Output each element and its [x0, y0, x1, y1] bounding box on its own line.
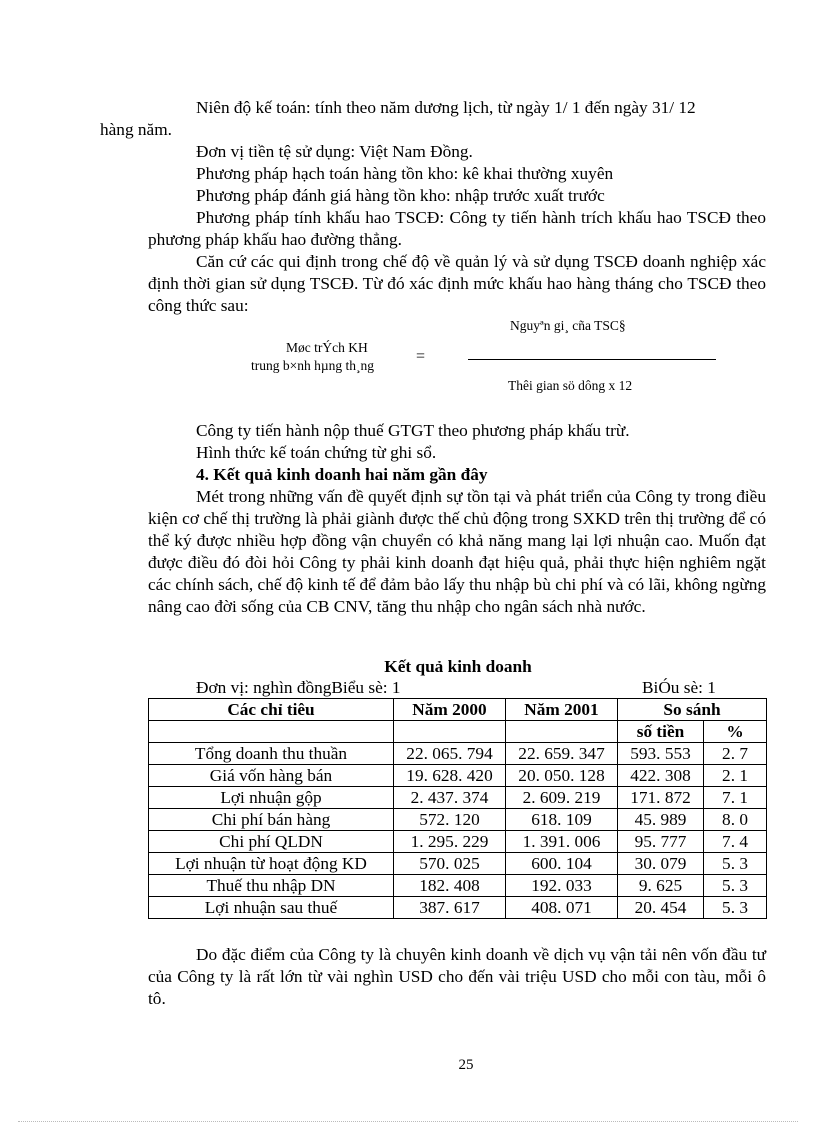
- header-amount: số tiền: [618, 721, 704, 743]
- formula-denominator: Thêi gian sö dông x 12: [508, 378, 633, 393]
- fiscal-year-paragraph: [100, 97, 766, 141]
- row-diff: 45. 989: [618, 809, 704, 831]
- table-header-row: [149, 699, 767, 721]
- header-indicator: Các chỉ tiêu: [149, 699, 394, 721]
- row-percent: 7. 1: [704, 787, 767, 809]
- header-compare: So sánh: [618, 699, 767, 721]
- row-diff: 20. 454: [618, 897, 704, 919]
- row-year-2000: 19. 628. 420: [394, 765, 506, 787]
- row-percent: 2. 7: [704, 743, 767, 765]
- row-label: Lợi nhuận từ hoạt động KD: [149, 853, 394, 875]
- row-diff: 422. 308: [618, 765, 704, 787]
- vat-line: Công ty tiến hành nộp thuế GTGT theo phương pháp khấu trừ.: [196, 421, 630, 440]
- table-row: [149, 897, 767, 919]
- row-year-2001: 192. 033: [506, 875, 618, 897]
- row-percent: 5. 3: [704, 875, 767, 897]
- depreciation-basis-paragraph: Căn cứ các qui định trong chế độ về quản lý và sử dụng TSCĐ doanh nghiệp xác định thời gian sử dụng TSCĐ. Từ đó xác định mức khấu hao hàng tháng cho TSCĐ theo công thức sau:: [148, 252, 766, 315]
- row-year-2000: 2. 437. 374: [394, 787, 506, 809]
- table-title: Kết quả kinh doanh: [384, 657, 532, 676]
- row-year-2001: 618. 109: [506, 809, 618, 831]
- inventory-valuation-line: Phương pháp đánh giá hàng tồn kho: nhập trước xuất trước: [196, 186, 605, 205]
- row-year-2000: 1. 295. 229: [394, 831, 506, 853]
- formula-equals: =: [416, 348, 426, 365]
- row-year-2000: 572. 120: [394, 809, 506, 831]
- table-unit: Đơn vị: nghìn đồngBiểu sè: 1: [196, 678, 401, 697]
- table-form-number: BiÓu sè: 1: [642, 678, 716, 697]
- table-subheader-row: [149, 721, 767, 743]
- row-label: Tổng doanh thu thuần: [149, 743, 394, 765]
- row-diff: 171. 872: [618, 787, 704, 809]
- row-percent: 7. 4: [704, 831, 767, 853]
- row-year-2000: 387. 617: [394, 897, 506, 919]
- subheader-blank: [149, 721, 394, 743]
- row-year-2001: 408. 071: [506, 897, 618, 919]
- header-year-2001: Năm 2001: [506, 699, 618, 721]
- row-percent: 8. 0: [704, 809, 767, 831]
- row-label: Lợi nhuận sau thuế: [149, 897, 394, 919]
- row-label: Chi phí bán hàng: [149, 809, 394, 831]
- formula-numerator: Nguyªn gi¸ cña TSC§: [510, 318, 626, 333]
- formula-lhs-line1: Møc trÝch KH: [286, 340, 368, 355]
- header-percent: %: [704, 721, 767, 743]
- row-year-2001: 20. 050. 128: [506, 765, 618, 787]
- bookkeeping-line: Hình thức kế toán chứng từ ghi sổ.: [196, 443, 437, 462]
- inventory-accounting-line: Phương pháp hạch toán hàng tồn kho: kê khai thường xuyên: [196, 164, 614, 183]
- business-results-table: [148, 698, 767, 919]
- row-label: Thuế thu nhập DN: [149, 875, 394, 897]
- row-diff: 9. 625: [618, 875, 704, 897]
- table-row: [149, 853, 767, 875]
- row-label: Chi phí QLDN: [149, 831, 394, 853]
- row-year-2000: 182. 408: [394, 875, 506, 897]
- row-year-2000: 22. 065. 794: [394, 743, 506, 765]
- row-year-2001: 2. 609. 219: [506, 787, 618, 809]
- row-percent: 5. 3: [704, 897, 767, 919]
- subheader-blank: [394, 721, 506, 743]
- table-row: [149, 875, 767, 897]
- fiscal-year-line1: Niên độ kế toán: tính theo năm dương lịch, từ ngày 1/ 1 đến ngày 31/ 12: [196, 98, 696, 117]
- row-label: Giá vốn hàng bán: [149, 765, 394, 787]
- row-diff: 30. 079: [618, 853, 704, 875]
- row-diff: 593. 553: [618, 743, 704, 765]
- closing-paragraph: Do đặc điểm của Công ty là chuyên kinh doanh về dịch vụ vận tải nên vốn đầu tư của Công ty là rất lớn từ vài nghìn USD cho đến vài triệu USD cho mỗi con tàu, mỗi ô tô.: [148, 945, 766, 1008]
- subheader-blank: [506, 721, 618, 743]
- row-label: Lợi nhuận gộp: [149, 787, 394, 809]
- section-4-body: Mét trong những vấn đề quyết định sự tồn tại và phát triển của Công ty trong điều kiện cơ chế thị trường là phải giành được thế chủ động trong SXKD trên thị trường để có thể ký được nhiều hợp đồng vận chuyển có khả năng mang lại lợi nhuận cao. Muốn đạt được điều đó đòi hỏi Công ty phải kinh doanh đạt hiệu quả, phải thực hiện nghiêm ngặt các chính sách, chế độ kinh tế để đảm bảo lấy thu nhập bù chi phí và có lãi, không ngừng nâng cao đời sống của CB CNV, tăng thu nhập cho ngân sách nhà nước.: [148, 487, 766, 616]
- table-row: [149, 831, 767, 853]
- row-year-2001: 22. 659. 347: [506, 743, 618, 765]
- page-number: 25: [458, 1057, 474, 1073]
- formula-lhs-line2: trung b×nh hµng th¸ng: [251, 358, 375, 373]
- row-percent: 2. 1: [704, 765, 767, 787]
- depreciation-method-paragraph: Phương pháp tính khấu hao TSCĐ: Công ty tiến hành trích khấu hao TSCĐ theo phương pháp khấu hao đường thẳng.: [148, 208, 766, 249]
- row-diff: 95. 777: [618, 831, 704, 853]
- fiscal-year-line2: hàng năm.: [100, 120, 172, 139]
- fraction-bar: [468, 359, 716, 360]
- table-row: [149, 765, 767, 787]
- row-year-2001: 600. 104: [506, 853, 618, 875]
- header-year-2000: Năm 2000: [394, 699, 506, 721]
- table-row: [149, 809, 767, 831]
- page-border: [18, 1121, 798, 1122]
- table-row: [149, 787, 767, 809]
- row-percent: 5. 3: [704, 853, 767, 875]
- currency-line: Đơn vị tiền tệ sử dụng: Việt Nam Đồng.: [196, 142, 473, 161]
- row-year-2001: 1. 391. 006: [506, 831, 618, 853]
- table-row: [149, 743, 767, 765]
- row-year-2000: 570. 025: [394, 853, 506, 875]
- section-4-heading: 4. Kết quả kinh doanh hai năm gần đây: [196, 465, 488, 484]
